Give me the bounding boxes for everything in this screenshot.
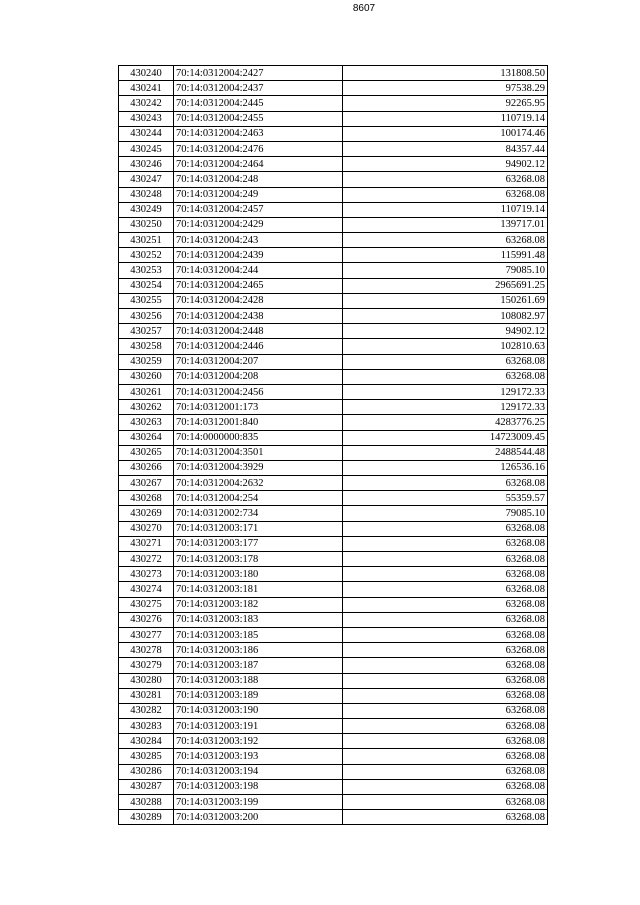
cadastral-number-cell: 70:14:0312003:200: [174, 810, 343, 825]
table-row: [119, 703, 548, 718]
table-row: [119, 521, 548, 536]
value-cell: 63268.08: [343, 810, 548, 825]
value-cell: 2965691.25: [343, 278, 548, 293]
table-row: [119, 324, 548, 339]
table-row: [119, 460, 548, 475]
row-number-cell: 430272: [119, 552, 174, 567]
value-cell: 63268.08: [343, 612, 548, 627]
value-cell: 63268.08: [343, 643, 548, 658]
table-row: [119, 688, 548, 703]
cadastral-number-cell: 70:14:0312003:192: [174, 734, 343, 749]
table-row: [119, 278, 548, 293]
value-cell: 63268.08: [343, 719, 548, 734]
row-number-cell: 430276: [119, 612, 174, 627]
value-cell: 63268.08: [343, 597, 548, 612]
table-row: [119, 309, 548, 324]
table-row: [119, 96, 548, 111]
row-number-cell: 430265: [119, 445, 174, 460]
table-row: [119, 233, 548, 248]
row-number-cell: 430267: [119, 476, 174, 491]
row-number-cell: 430244: [119, 126, 174, 141]
cadastral-number-cell: 70:14:0312004:2448: [174, 324, 343, 339]
value-cell: 79085.10: [343, 263, 548, 278]
value-cell: 131808.50: [343, 66, 548, 81]
table-row: [119, 810, 548, 825]
row-number-cell: 430250: [119, 217, 174, 232]
value-cell: 110719.14: [343, 202, 548, 217]
table-row: [119, 749, 548, 764]
row-number-cell: 430273: [119, 567, 174, 582]
value-cell: 108082.97: [343, 309, 548, 324]
row-number-cell: 430264: [119, 430, 174, 445]
row-number-cell: 430282: [119, 703, 174, 718]
cadastral-number-cell: 70:14:0312004:254: [174, 491, 343, 506]
table-row: [119, 202, 548, 217]
table-row: [119, 506, 548, 521]
table-row: [119, 673, 548, 688]
cadastral-number-cell: 70:14:0312004:244: [174, 263, 343, 278]
row-number-cell: 430280: [119, 673, 174, 688]
cadastral-number-cell: 70:14:0312003:183: [174, 612, 343, 627]
cadastral-number-cell: 70:14:0312003:185: [174, 627, 343, 642]
value-cell: 63268.08: [343, 627, 548, 642]
table-row: [119, 719, 548, 734]
cadastral-number-cell: 70:14:0312001:173: [174, 400, 343, 415]
cadastral-number-cell: 70:14:0312004:2456: [174, 384, 343, 399]
table-row: [119, 369, 548, 384]
table-body: [119, 66, 548, 825]
value-cell: 150261.69: [343, 293, 548, 308]
cadastral-number-cell: 70:14:0312003:178: [174, 552, 343, 567]
row-number-cell: 430287: [119, 779, 174, 794]
value-cell: 63268.08: [343, 795, 548, 810]
table-row: [119, 187, 548, 202]
value-cell: 97538.29: [343, 81, 548, 96]
cadastral-number-cell: 70:14:0312004:2455: [174, 111, 343, 126]
value-cell: 94902.12: [343, 324, 548, 339]
table-row: [119, 172, 548, 187]
value-cell: 63268.08: [343, 658, 548, 673]
cadastral-number-cell: 70:14:0312004:208: [174, 369, 343, 384]
table-row: [119, 627, 548, 642]
row-number-cell: 430258: [119, 339, 174, 354]
row-number-cell: 430246: [119, 157, 174, 172]
value-cell: 63268.08: [343, 749, 548, 764]
cadastral-number-cell: 70:14:0312004:248: [174, 172, 343, 187]
row-number-cell: 430256: [119, 309, 174, 324]
value-cell: 63268.08: [343, 172, 548, 187]
cadastral-number-cell: 70:14:0312004:2476: [174, 141, 343, 156]
row-number-cell: 430277: [119, 627, 174, 642]
cadastral-number-cell: 70:14:0312003:181: [174, 582, 343, 597]
cadastral-number-cell: 70:14:0312004:2464: [174, 157, 343, 172]
cadastral-number-cell: 70:14:0312003:180: [174, 567, 343, 582]
row-number-cell: 430285: [119, 749, 174, 764]
cadastral-number-cell: 70:14:0312003:171: [174, 521, 343, 536]
row-number-cell: 430288: [119, 795, 174, 810]
table-row: [119, 445, 548, 460]
cadastral-number-cell: 70:14:0312003:193: [174, 749, 343, 764]
row-number-cell: 430251: [119, 233, 174, 248]
table-row: [119, 400, 548, 415]
cadastral-number-cell: 70:14:0312004:2463: [174, 126, 343, 141]
value-cell: 139717.01: [343, 217, 548, 232]
value-cell: 63268.08: [343, 187, 548, 202]
value-cell: 2488544.48: [343, 445, 548, 460]
value-cell: 110719.14: [343, 111, 548, 126]
cadastral-number-cell: 70:14:0312004:2445: [174, 96, 343, 111]
cadastral-number-cell: 70:14:0000000:835: [174, 430, 343, 445]
table-row: [119, 734, 548, 749]
cadastral-number-cell: 70:14:0312003:191: [174, 719, 343, 734]
value-cell: 63268.08: [343, 476, 548, 491]
row-number-cell: 430260: [119, 369, 174, 384]
row-number-cell: 430255: [119, 293, 174, 308]
cadastral-number-cell: 70:14:0312004:2438: [174, 309, 343, 324]
row-number-cell: 430281: [119, 688, 174, 703]
value-cell: 126536.16: [343, 460, 548, 475]
row-number-cell: 430241: [119, 81, 174, 96]
table-row: [119, 66, 548, 81]
table-row: [119, 567, 548, 582]
value-cell: 129172.33: [343, 384, 548, 399]
row-number-cell: 430270: [119, 521, 174, 536]
table-row: [119, 597, 548, 612]
row-number-cell: 430263: [119, 415, 174, 430]
cadastral-number-cell: 70:14:0312004:207: [174, 354, 343, 369]
row-number-cell: 430278: [119, 643, 174, 658]
cadastral-number-cell: 70:14:0312003:194: [174, 764, 343, 779]
table-row: [119, 141, 548, 156]
table-row: [119, 612, 548, 627]
value-cell: 92265.95: [343, 96, 548, 111]
row-number-cell: 430286: [119, 764, 174, 779]
table-row: [119, 643, 548, 658]
table-row: [119, 81, 548, 96]
table-row: [119, 248, 548, 263]
table-row: [119, 536, 548, 551]
cadastral-number-cell: 70:14:0312004:2465: [174, 278, 343, 293]
cadastral-number-cell: 70:14:0312003:186: [174, 643, 343, 658]
value-cell: 63268.08: [343, 582, 548, 597]
row-number-cell: 430254: [119, 278, 174, 293]
cadastral-number-cell: 70:14:0312003:187: [174, 658, 343, 673]
table-row: [119, 111, 548, 126]
value-cell: 79085.10: [343, 506, 548, 521]
page-number: 8607: [352, 3, 376, 14]
row-number-cell: 430259: [119, 354, 174, 369]
value-cell: 55359.57: [343, 491, 548, 506]
row-number-cell: 430242: [119, 96, 174, 111]
cadastral-number-cell: 70:14:0312004:2429: [174, 217, 343, 232]
cadastral-number-cell: 70:14:0312003:188: [174, 673, 343, 688]
value-cell: 63268.08: [343, 552, 548, 567]
cadastral-number-cell: 70:14:0312004:3501: [174, 445, 343, 460]
row-number-cell: 430284: [119, 734, 174, 749]
row-number-cell: 430247: [119, 172, 174, 187]
value-cell: 63268.08: [343, 536, 548, 551]
row-number-cell: 430269: [119, 506, 174, 521]
value-cell: 63268.08: [343, 688, 548, 703]
cadastral-number-cell: 70:14:0312004:2439: [174, 248, 343, 263]
row-number-cell: 430261: [119, 384, 174, 399]
row-number-cell: 430249: [119, 202, 174, 217]
cadastral-number-cell: 70:14:0312002:734: [174, 506, 343, 521]
table-row: [119, 795, 548, 810]
cadastral-number-cell: 70:14:0312003:177: [174, 536, 343, 551]
row-number-cell: 430289: [119, 810, 174, 825]
cadastral-number-cell: 70:14:0312004:2428: [174, 293, 343, 308]
value-cell: 63268.08: [343, 734, 548, 749]
value-cell: 102810.63: [343, 339, 548, 354]
cadastral-number-cell: 70:14:0312003:190: [174, 703, 343, 718]
value-cell: 63268.08: [343, 369, 548, 384]
cadastral-number-cell: 70:14:0312004:2437: [174, 81, 343, 96]
cadastral-value-table: [118, 65, 548, 825]
cadastral-number-cell: 70:14:0312003:189: [174, 688, 343, 703]
table-row: [119, 293, 548, 308]
row-number-cell: 430271: [119, 536, 174, 551]
cadastral-number-cell: 70:14:0312003:182: [174, 597, 343, 612]
cadastral-number-cell: 70:14:0312004:2457: [174, 202, 343, 217]
row-number-cell: 430252: [119, 248, 174, 263]
cadastral-number-cell: 70:14:0312004:3929: [174, 460, 343, 475]
table-row: [119, 779, 548, 794]
cadastral-number-cell: 70:14:0312004:243: [174, 233, 343, 248]
table-row: [119, 339, 548, 354]
table-row: [119, 217, 548, 232]
table-row: [119, 552, 548, 567]
value-cell: 115991.48: [343, 248, 548, 263]
table-row: [119, 384, 548, 399]
row-number-cell: 430257: [119, 324, 174, 339]
value-cell: 63268.08: [343, 703, 548, 718]
value-cell: 63268.08: [343, 354, 548, 369]
value-cell: 63268.08: [343, 567, 548, 582]
cadastral-number-cell: 70:14:0312001:840: [174, 415, 343, 430]
row-number-cell: 430253: [119, 263, 174, 278]
value-cell: 63268.08: [343, 233, 548, 248]
cadastral-number-cell: 70:14:0312004:2446: [174, 339, 343, 354]
value-cell: 63268.08: [343, 764, 548, 779]
table-row: [119, 491, 548, 506]
table-row: [119, 582, 548, 597]
cadastral-number-cell: 70:14:0312004:249: [174, 187, 343, 202]
row-number-cell: 430243: [119, 111, 174, 126]
row-number-cell: 430268: [119, 491, 174, 506]
value-cell: 84357.44: [343, 141, 548, 156]
value-cell: 63268.08: [343, 673, 548, 688]
table-row: [119, 764, 548, 779]
row-number-cell: 430274: [119, 582, 174, 597]
row-number-cell: 430248: [119, 187, 174, 202]
value-cell: 100174.46: [343, 126, 548, 141]
value-cell: 63268.08: [343, 779, 548, 794]
row-number-cell: 430245: [119, 141, 174, 156]
row-number-cell: 430275: [119, 597, 174, 612]
cadastral-number-cell: 70:14:0312003:198: [174, 779, 343, 794]
table-row: [119, 157, 548, 172]
cadastral-number-cell: 70:14:0312004:2632: [174, 476, 343, 491]
value-cell: 4283776.25: [343, 415, 548, 430]
value-cell: 94902.12: [343, 157, 548, 172]
row-number-cell: 430266: [119, 460, 174, 475]
table-row: [119, 126, 548, 141]
table-row: [119, 415, 548, 430]
table-row: [119, 263, 548, 278]
cadastral-number-cell: 70:14:0312004:2427: [174, 66, 343, 81]
row-number-cell: 430240: [119, 66, 174, 81]
row-number-cell: 430262: [119, 400, 174, 415]
row-number-cell: 430283: [119, 719, 174, 734]
value-cell: 63268.08: [343, 521, 548, 536]
row-number-cell: 430279: [119, 658, 174, 673]
table-row: [119, 430, 548, 445]
value-cell: 129172.33: [343, 400, 548, 415]
value-cell: 14723009.45: [343, 430, 548, 445]
cadastral-number-cell: 70:14:0312003:199: [174, 795, 343, 810]
table-row: [119, 476, 548, 491]
table-row: [119, 354, 548, 369]
table-row: [119, 658, 548, 673]
